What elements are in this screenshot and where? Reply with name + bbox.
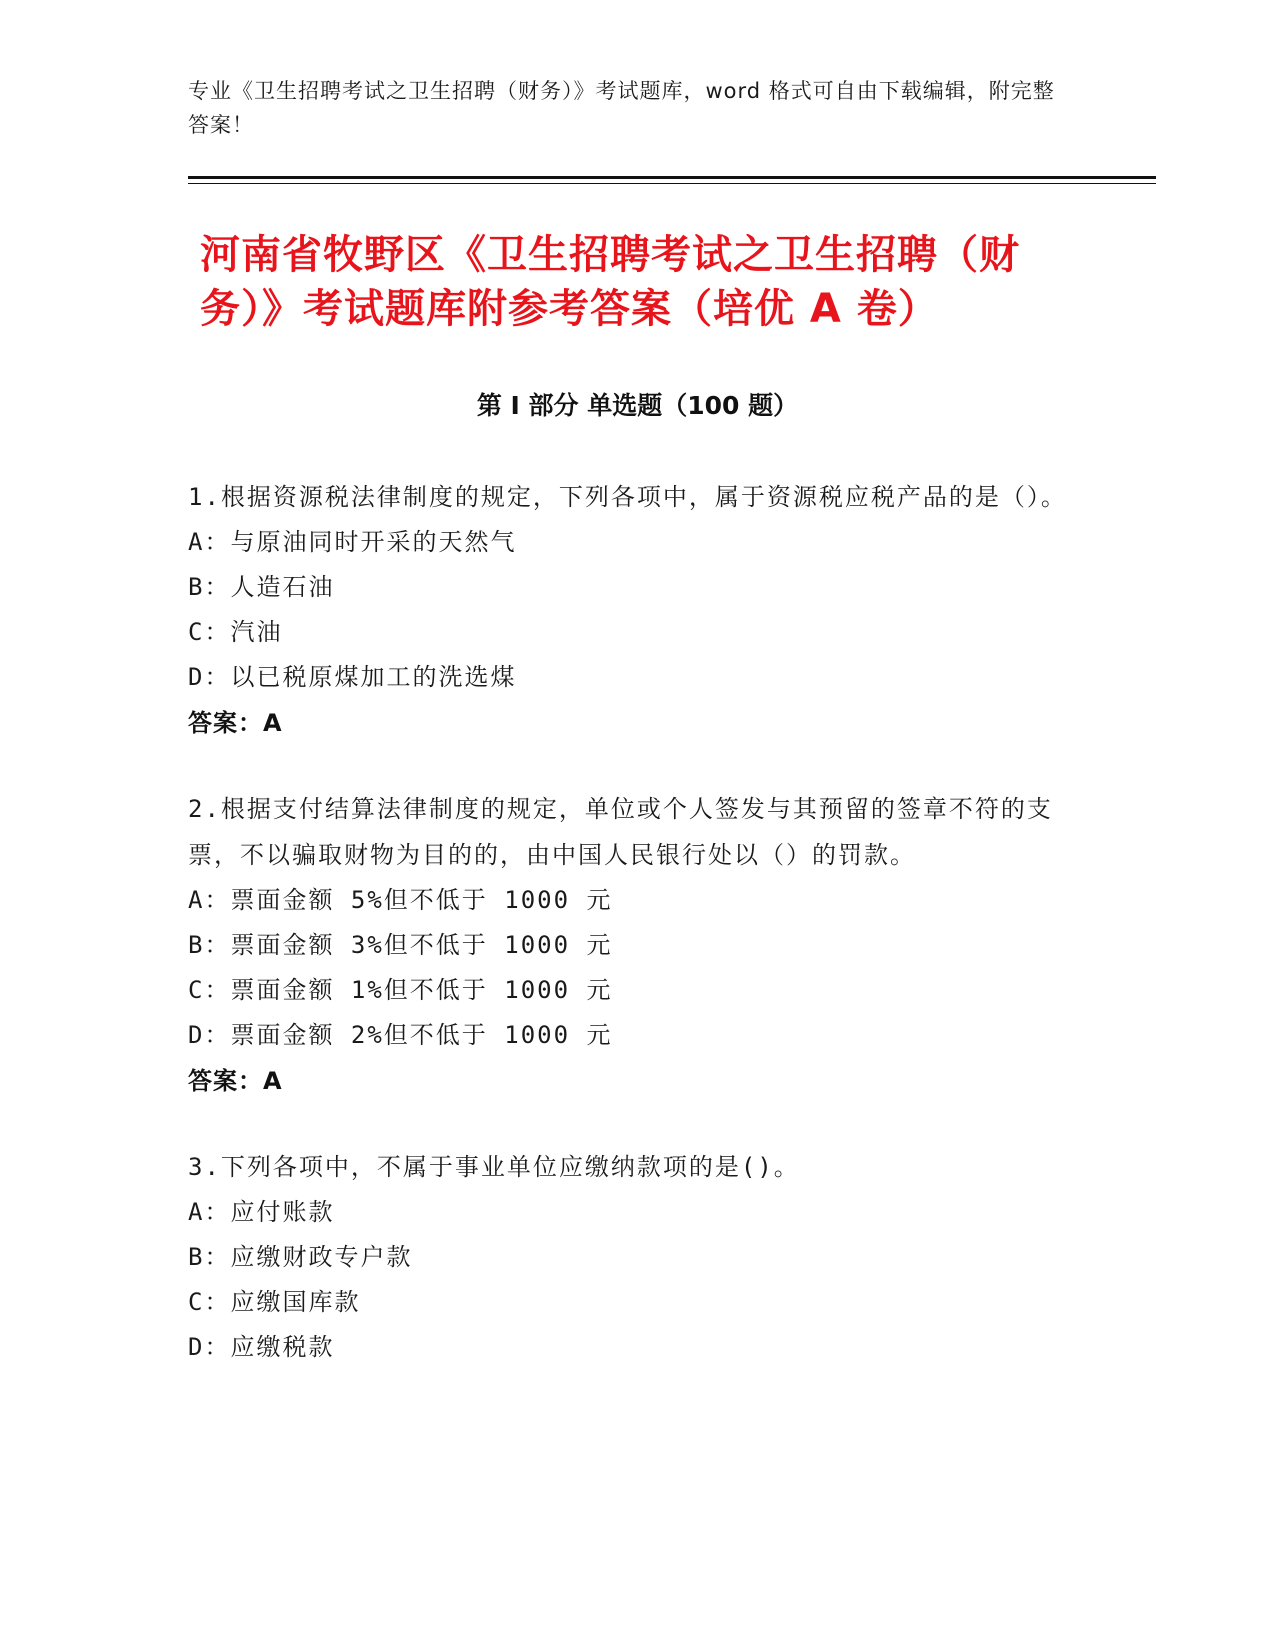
question-answer: 答案：A bbox=[188, 1067, 283, 1095]
question-item bbox=[188, 1144, 1068, 1370]
question-option: A：与原油同时开采的天然气 bbox=[188, 528, 517, 556]
question-answer: 答案：A bbox=[188, 709, 283, 737]
question-option: B：票面金额 3%但不低于 1000 元 bbox=[188, 931, 613, 959]
question-item bbox=[188, 786, 1068, 1104]
header-note: 专业《卫生招聘考试之卫生招聘（财务）》考试题库，word 格式可自由下载编辑，附完整答案！ bbox=[188, 79, 1055, 137]
question-stem: 2.根据支付结算法律制度的规定，单位或个人签发与其预留的签章不符的支票，不以骗取财物为目的的，由中国人民银行处以（）的罚款。 bbox=[188, 795, 1053, 869]
section-heading: 第 I 部分 单选题（100 题） bbox=[476, 391, 799, 420]
question-option: C：汽油 bbox=[188, 618, 283, 646]
question-list bbox=[188, 474, 1068, 1410]
question-option: A：票面金额 5%但不低于 1000 元 bbox=[188, 886, 613, 914]
question-option: D：应缴税款 bbox=[188, 1333, 335, 1361]
question-option: A：应付账款 bbox=[188, 1198, 335, 1226]
question-option: C：票面金额 1%但不低于 1000 元 bbox=[188, 976, 613, 1004]
header-divider-thin bbox=[188, 183, 1156, 184]
question-item bbox=[188, 474, 1068, 746]
header-divider-thick bbox=[188, 176, 1156, 179]
document-title: 河南省牧野区《卫生招聘考试之卫生招聘（财务）》考试题库附参考答案（培优 A 卷） bbox=[200, 232, 1020, 332]
question-option: D：票面金额 2%但不低于 1000 元 bbox=[188, 1021, 613, 1049]
question-option: B：应缴财政专户款 bbox=[188, 1243, 413, 1271]
question-stem: 3.下列各项中，不属于事业单位应缴纳款项的是()。 bbox=[188, 1153, 800, 1181]
question-stem: 1.根据资源税法律制度的规定，下列各项中，属于资源税应税产品的是（）。 bbox=[188, 483, 1067, 511]
question-option: B：人造石油 bbox=[188, 573, 335, 601]
question-option: C：应缴国库款 bbox=[188, 1288, 361, 1316]
question-option: D：以已税原煤加工的洗选煤 bbox=[188, 663, 517, 691]
